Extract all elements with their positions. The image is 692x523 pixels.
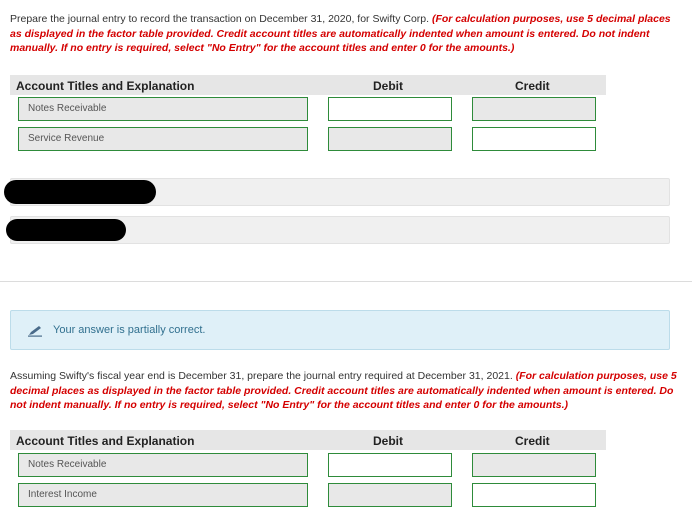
account-title-field[interactable]: Interest Income [18, 483, 308, 507]
feedback-banner [10, 310, 670, 350]
credit-header: Credit [515, 79, 550, 93]
instruction-text: Prepare the journal entry to record the transaction on December 31, 2020, for Swifty Corp. [10, 13, 430, 25]
redaction-mark [4, 180, 156, 204]
debit-header: Debit [373, 79, 403, 93]
journal-table-header [10, 430, 606, 450]
debit-amount-field[interactable] [328, 453, 452, 477]
redaction-mark [6, 219, 126, 241]
credit-amount-field[interactable] [472, 127, 596, 151]
account-title-field[interactable]: Notes Receivable [18, 453, 308, 477]
credit-header: Credit [515, 434, 550, 448]
instruction-note: (For calculation purposes, use 5 decimal places as displayed in the factor table provided. Credit account titles are automatically indented when amount is entered. Do not indent manually. If no entry is required, select "No Entry" for the account titles and enter 0 for the amounts.) [10, 13, 671, 54]
debit-amount-field[interactable] [328, 97, 452, 121]
journal-table-header [10, 75, 606, 95]
account-title-field[interactable]: Service Revenue [18, 127, 308, 151]
debit-amount-field[interactable] [328, 127, 452, 151]
debit-amount-field[interactable] [328, 483, 452, 507]
pencil-icon [27, 325, 43, 337]
feedback-text: Your answer is partially correct. [53, 324, 206, 336]
instruction-note: (For calculation purposes, use 5 decimal places as displayed in the factor table provided. Credit account titles are automatically indented when amount is entered. Do not indent manually. If no entry is required, select "No Entry" for the account titles and enter 0 for the amounts.) [10, 370, 677, 411]
debit-header: Debit [373, 434, 403, 448]
instruction-text: Assuming Swifty's fiscal year end is December 31, prepare the journal entry required at December 31, 2021. [10, 370, 513, 382]
account-titles-header: Account Titles and Explanation [16, 434, 195, 448]
account-titles-header: Account Titles and Explanation [16, 79, 195, 93]
instructions-part2 [10, 369, 678, 413]
credit-amount-field[interactable] [472, 453, 596, 477]
credit-amount-field[interactable] [472, 483, 596, 507]
account-title-field[interactable]: Notes Receivable [18, 97, 308, 121]
section-divider [0, 281, 692, 282]
credit-amount-field[interactable] [472, 97, 596, 121]
instructions-part1 [10, 12, 678, 56]
